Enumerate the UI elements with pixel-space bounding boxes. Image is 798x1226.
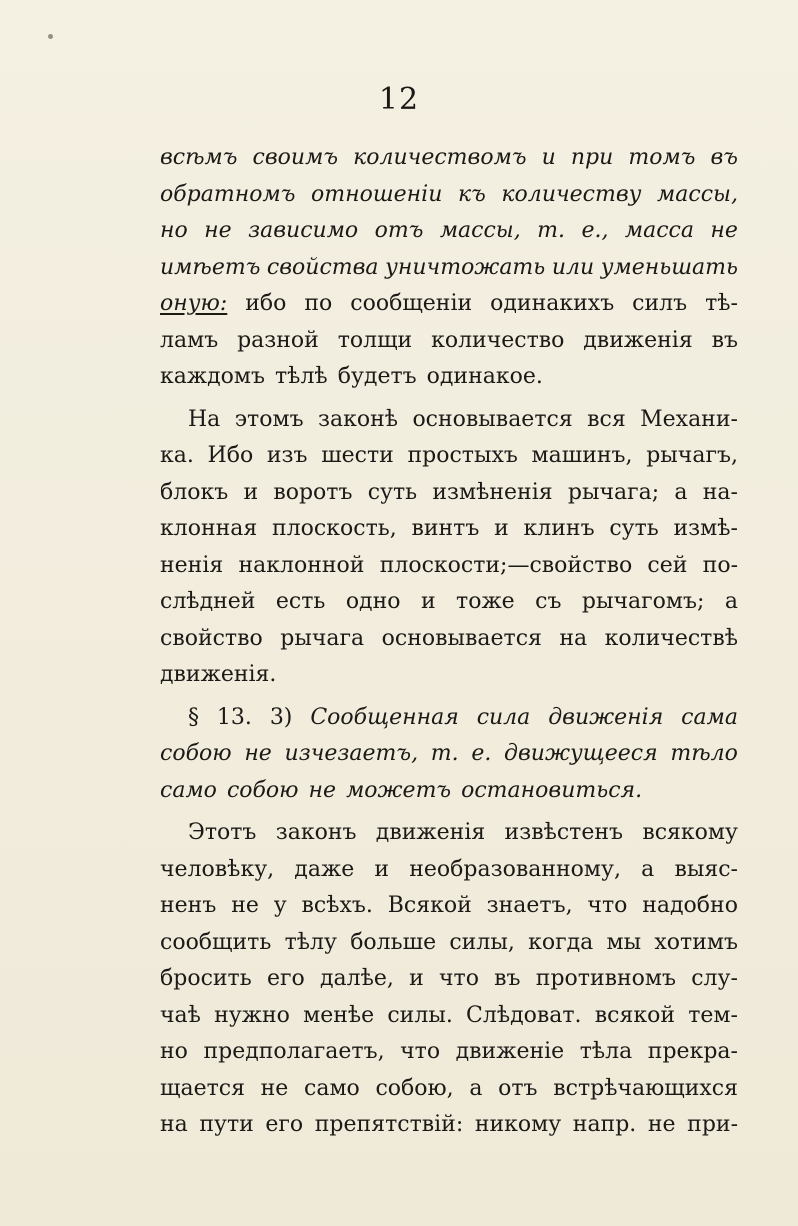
word: зависимо <box>248 218 359 243</box>
word: напр. <box>572 1112 637 1137</box>
page-number: 12 <box>378 82 420 117</box>
word: не <box>231 893 259 918</box>
word: само <box>304 1075 360 1101</box>
word: и <box>541 145 556 170</box>
word: рычага <box>280 625 365 651</box>
word: движенія <box>583 327 693 353</box>
word: свойство <box>160 625 263 651</box>
word: Механи- <box>640 406 738 432</box>
word: сообщеніи <box>350 291 473 316</box>
text-line <box>160 657 738 694</box>
word: всякому <box>642 820 738 845</box>
word: въ <box>494 966 521 991</box>
word: блокъ <box>160 479 229 505</box>
word: своимъ <box>252 145 338 170</box>
word: и <box>243 479 259 505</box>
word: тем- <box>688 1002 738 1028</box>
word: плоскость, <box>272 516 397 541</box>
word: у <box>273 893 287 918</box>
word: силы, <box>449 929 515 955</box>
text-line <box>160 323 738 360</box>
word: слѣдней <box>160 589 256 614</box>
word: обратномъ <box>160 181 296 207</box>
word: сообщить <box>160 929 272 955</box>
word: движенія <box>548 704 664 730</box>
text-line <box>160 438 738 475</box>
word: по- <box>702 552 738 578</box>
word: тѣла <box>579 1039 633 1064</box>
text-line <box>160 213 738 250</box>
word: а <box>724 589 738 614</box>
word: отъ <box>498 1075 538 1101</box>
word: всѣмъ <box>160 145 238 170</box>
word: въ <box>711 327 738 353</box>
word: силъ <box>632 291 688 316</box>
word: и <box>420 589 436 614</box>
word: не <box>710 218 738 243</box>
word: этомъ <box>234 406 304 432</box>
word: количествѣ <box>604 625 738 651</box>
word: 13. <box>216 704 252 730</box>
word: измѣненія <box>432 479 553 505</box>
word: его <box>265 1112 304 1137</box>
word: тоже <box>456 589 515 614</box>
word: не <box>204 218 232 243</box>
word: бросить <box>160 966 252 991</box>
word: на <box>559 625 588 651</box>
word: на <box>160 1112 188 1137</box>
word: Всякой <box>387 893 472 918</box>
word: по <box>304 291 333 316</box>
word: всякой <box>594 1002 675 1028</box>
word: толщи <box>337 327 413 353</box>
word: т. <box>537 218 566 243</box>
text-line <box>160 700 738 737</box>
word: а <box>674 479 688 505</box>
word: и <box>409 966 424 991</box>
word: что <box>400 1039 441 1064</box>
word: т. <box>430 741 459 766</box>
text-line <box>160 250 738 287</box>
text-line <box>160 584 738 621</box>
word: или <box>551 254 595 280</box>
word: въ <box>710 145 738 170</box>
text-line <box>160 286 738 323</box>
word: имѣетъ <box>160 254 261 280</box>
word: вся <box>587 406 626 432</box>
word: не <box>308 777 337 803</box>
word: масса <box>624 218 694 243</box>
text-line <box>160 359 738 396</box>
text-line <box>160 511 738 548</box>
text-line <box>160 1107 738 1144</box>
word: На <box>188 406 221 432</box>
word: само <box>160 777 217 803</box>
word: при- <box>687 1112 738 1137</box>
word: собою <box>226 777 299 803</box>
word: плоскости;—свойство <box>379 552 633 578</box>
text-line <box>160 815 738 852</box>
word: простыхъ <box>407 443 518 468</box>
word: рычага; <box>567 479 660 505</box>
text-line <box>160 736 738 773</box>
word: изъ <box>266 443 308 468</box>
word: не <box>244 741 272 766</box>
word: оную: <box>160 291 228 316</box>
word: количество <box>431 327 565 353</box>
text-line <box>160 961 738 998</box>
word: ибо <box>245 291 287 316</box>
word: но <box>160 1039 188 1064</box>
word: ненъ <box>160 893 217 918</box>
word: но <box>160 218 188 243</box>
word: собою, <box>375 1075 454 1101</box>
text-line <box>160 548 738 585</box>
word: всѣхъ. <box>301 893 373 918</box>
word: рычагъ, <box>646 443 738 468</box>
word: Слѣдоват. <box>466 1002 582 1028</box>
word: не <box>647 1112 676 1137</box>
text-line <box>160 925 738 962</box>
word: движенія <box>375 820 486 845</box>
word: выяс- <box>674 856 738 882</box>
word: никому <box>474 1112 562 1137</box>
word: движенія. <box>160 662 277 687</box>
text-line <box>160 888 738 925</box>
word: ненія <box>160 552 224 578</box>
word: массы, <box>439 218 521 243</box>
word: мы <box>606 929 642 955</box>
word: винтъ <box>411 516 480 541</box>
word: одинакихъ <box>490 291 615 316</box>
word: сей <box>647 552 688 578</box>
word: тѣло <box>670 741 738 766</box>
word: далѣе, <box>319 966 394 991</box>
word: одинакое. <box>426 364 543 389</box>
word: хотимъ <box>654 929 738 955</box>
word: основывается <box>412 406 573 432</box>
word: клонная <box>160 516 258 541</box>
word: что <box>438 966 479 991</box>
word: законъ <box>275 820 357 845</box>
word: е., <box>581 218 609 243</box>
word: законѣ <box>317 406 399 432</box>
word: надобно <box>642 893 738 918</box>
text-line <box>160 1034 738 1071</box>
word: Ибо <box>207 443 254 468</box>
body-text <box>160 140 738 1144</box>
word: количеству <box>501 181 642 207</box>
word: и <box>494 516 509 541</box>
word: необразованному, <box>409 856 621 882</box>
word: собою <box>160 741 232 766</box>
text-line <box>160 773 738 810</box>
word: менѣе <box>303 1002 375 1028</box>
word: свойства <box>266 254 379 280</box>
word: отъ <box>374 218 424 243</box>
text-line <box>160 402 738 439</box>
word: движеніе <box>455 1039 565 1064</box>
word: отношеніи <box>310 181 443 207</box>
word: изчезаетъ, <box>284 741 419 766</box>
word: слу- <box>691 966 738 991</box>
word: одно <box>345 589 401 614</box>
word: измѣ- <box>673 516 738 541</box>
word: сила <box>476 704 531 730</box>
word: разной <box>237 327 319 353</box>
word: не <box>260 1075 289 1101</box>
word: его <box>266 966 305 991</box>
word: а <box>469 1075 483 1101</box>
text-line <box>160 621 738 658</box>
word: препятствій: <box>314 1112 464 1137</box>
text-line <box>160 475 738 512</box>
word: съ <box>535 589 562 614</box>
text-line <box>160 177 738 214</box>
word: тѣ- <box>705 291 738 316</box>
word: количествомъ <box>353 145 527 170</box>
word: суть <box>367 479 418 505</box>
word: на- <box>702 479 738 505</box>
word: машинъ, <box>531 443 633 468</box>
word: силы. <box>387 1002 453 1028</box>
word: наклонной <box>238 552 365 578</box>
word: къ <box>458 181 486 207</box>
word: шести <box>321 443 394 468</box>
text-line <box>160 998 738 1035</box>
word: ка. <box>160 443 194 468</box>
text-line <box>160 140 738 177</box>
word: будетъ <box>337 364 417 389</box>
word: ламъ <box>160 327 219 353</box>
word: щается <box>160 1075 245 1101</box>
word: рычагомъ; <box>581 589 705 614</box>
word: при <box>570 145 614 170</box>
word: извѣстенъ <box>504 820 624 845</box>
word: что <box>587 893 628 918</box>
word: 3) <box>269 704 293 730</box>
word: § <box>188 704 199 730</box>
word: знаетъ, <box>486 893 573 918</box>
word: сама <box>681 704 738 730</box>
word: остановиться. <box>461 777 643 803</box>
word: есть <box>275 589 326 614</box>
word: встрѣчающихся <box>553 1075 738 1101</box>
word: е. <box>471 741 492 766</box>
word: каждомъ <box>160 364 266 389</box>
word: уменьшать <box>600 254 738 280</box>
word: больше <box>350 929 437 955</box>
word: движущееся <box>504 741 658 766</box>
word: воротъ <box>273 479 353 505</box>
word: когда <box>528 929 594 955</box>
word: прекра- <box>647 1039 738 1064</box>
word: а <box>641 856 655 882</box>
word: Сообщенная <box>310 704 459 730</box>
text-line <box>160 1071 738 1108</box>
word: уничтожать <box>385 254 546 280</box>
word: человѣку, <box>160 856 275 882</box>
word: основывается <box>381 625 542 651</box>
word: тѣлу <box>284 929 337 955</box>
word: Этотъ <box>188 820 257 845</box>
word: томъ <box>628 145 696 170</box>
word: противномъ <box>535 966 677 991</box>
ink-spot <box>48 34 53 39</box>
word: и <box>374 856 390 882</box>
text-line <box>160 852 738 889</box>
word: массы, <box>657 181 738 207</box>
word: предполагаетъ, <box>203 1039 385 1064</box>
word: даже <box>294 856 355 882</box>
word: можетъ <box>346 777 452 803</box>
word: клинъ <box>523 516 595 541</box>
word: пути <box>199 1112 254 1137</box>
word: чаѣ <box>160 1002 201 1028</box>
word: тѣлѣ <box>275 364 328 389</box>
word: суть <box>609 516 659 541</box>
word: нужно <box>214 1002 290 1028</box>
